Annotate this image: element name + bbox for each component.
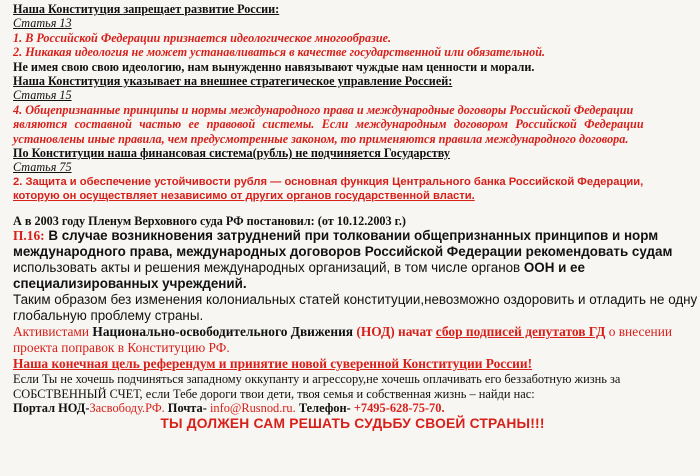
p16-label: П.16:	[13, 228, 45, 244]
activists-text-e: о внесении	[605, 324, 673, 340]
article-15-line-1: 4. Общепризнанные принципы и нормы международного права и международные договоры Российской Федерации	[13, 102, 634, 117]
activists-line-2: проекта поправок в Конституцию РФ.	[13, 340, 230, 356]
article-75-line-1: 2. Защита и обеспечение устойчивости рубля — основная функция Центрального банка Российской Федерации,	[13, 175, 644, 188]
ideology-comment: Не имея свою свою идеологию, нам вынужденно навязывают чуждые нам ценности и морали.	[13, 59, 535, 74]
p16-text-3b: ООН и ее	[523, 260, 585, 276]
article-13-title: Статья 13	[13, 16, 72, 31]
article-15-line-3: установлены иные правила, чем предусмотренные законом, то применяются правила международного договора.	[13, 131, 629, 146]
p16-text-1: В случае возникновения затруднений при толковании общепризнанных принципов и норм	[44, 228, 659, 244]
mail-label: Почта-	[164, 400, 210, 415]
article-15-title: Статья 15	[13, 88, 72, 103]
p16-line-4: специализированных учреждений.	[13, 276, 247, 292]
heading-development-ban: Наша Конституция запрещает развитие России:	[13, 2, 280, 16]
activists-line-1	[13, 324, 692, 340]
article-13-point-1: 1. В Российской Федерации признается идеологическое многообразие.	[13, 30, 392, 45]
call-line-2: СОБСТВЕННЫЙ СЧЕТ, если Тебе дороги твои дети, твоя семья и собственная жизнь – найди нас:	[13, 386, 535, 401]
article-75-line-2: которую он осуществляет независимо от других органов государственной власти.	[13, 190, 475, 203]
p16-line-3	[13, 260, 692, 276]
article-13-point-2: 2. Никакая идеология не может устанавливаться в качестве государственной или обязательной.	[13, 45, 546, 60]
article-75-title: Статья 75	[13, 160, 72, 175]
call-line-1: Если Ты не хочешь подчиняться западному оккупанту и агрессору,не хочешь оплачивать его беззаботную жизнь за	[13, 372, 621, 387]
p16-text-3a: использовать акты и решения международных организаций, в том числе органов	[13, 260, 524, 276]
heading-external-control: Наша Конституция указывает на внешнее стратегическое управление Россией:	[13, 74, 453, 89]
movement-name: Национально-освободительного Движения	[92, 324, 354, 340]
activists-text-c: (НОД) начат	[353, 324, 436, 340]
closing-slogan: ТЫ ДОЛЖЕН САМ РЕШАТЬ СУДЬБУ СВОЕЙ СТРАНЫ!!!	[160, 416, 545, 432]
contacts-line	[13, 401, 692, 415]
portal-label: Портал НОД-	[13, 400, 90, 415]
heading-financial-system: По Конституции наша финансовая система(рубль) не подчиняется Государству	[13, 146, 450, 161]
plenum-statement: А в 2003 году Пленум Верховного суда РФ постановил: (от 10.12.2003 г.)	[13, 213, 406, 228]
p16-line-2: международного права, международных договоров Российской Федерации рекомендовать судам	[13, 244, 673, 260]
final-goal: Наша конечная цель референдум и принятие новой суверенной Конституции России!	[13, 356, 533, 372]
email-link[interactable]: info@Rusnod.ru.	[209, 400, 296, 415]
activists-text-a: Активистами	[13, 324, 93, 340]
portal-link[interactable]: Засвободу.РФ.	[89, 400, 165, 415]
phone-number: +7495-628-75-70.	[353, 400, 445, 415]
article-15-line-2: являются составной частью ее правовой системы. Если международным договором Российской Федерации	[13, 117, 644, 132]
phone-label: Телефон-	[295, 400, 354, 415]
p16-line-1	[13, 228, 692, 244]
thus-line-2: глобальную проблему страны.	[13, 308, 204, 324]
thus-line-1: Таким образом без изменения колониальных статей конституции,невозможно оздоровить и отладить не одну	[13, 292, 698, 308]
signature-drive: сбор подписей депутатов ГД	[435, 324, 606, 340]
